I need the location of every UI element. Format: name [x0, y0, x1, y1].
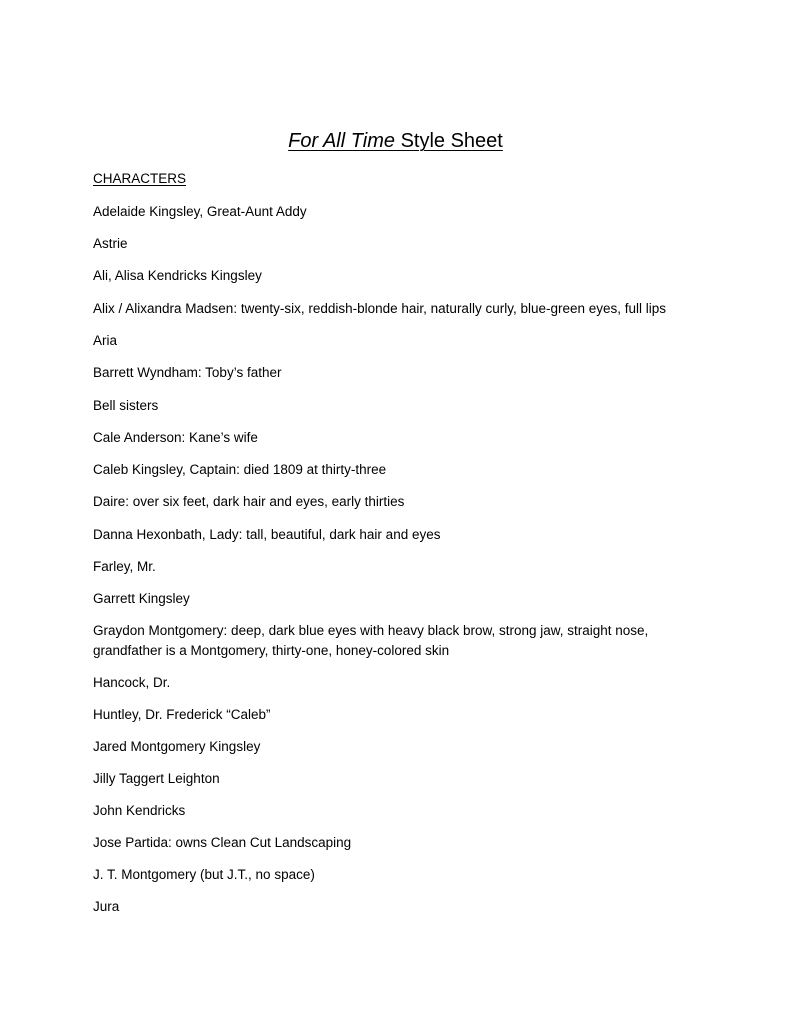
character-entry: Caleb Kingsley, Captain: died 1809 at thirty-three	[93, 462, 387, 477]
character-entry: Barrett Wyndham: Toby’s father	[93, 365, 282, 380]
character-entry: Bell sisters	[93, 398, 159, 413]
character-entry: Cale Anderson: Kane’s wife	[93, 430, 258, 445]
character-entry: Daire: over six feet, dark hair and eyes, early thirties	[93, 494, 405, 509]
character-entry-continuation: grandfather is a Montgomery, thirty-one, honey-colored skin	[93, 643, 450, 658]
character-entry: Jilly Taggert Leighton	[93, 771, 220, 786]
page-title	[0, 127, 791, 155]
title-suffix: Style Sheet	[395, 130, 503, 152]
title-book-name: For All Time	[288, 130, 396, 152]
character-entry: John Kendricks	[93, 803, 186, 818]
character-entry: Huntley, Dr. Frederick “Caleb”	[93, 707, 271, 722]
character-entry: Graydon Montgomery: deep, dark blue eyes with heavy black brow, strong jaw, straight nose,	[93, 623, 649, 638]
character-entry: J. T. Montgomery (but J.T., no space)	[93, 867, 315, 882]
character-entry: Alix / Alixandra Madsen: twenty-six, reddish-blonde hair, naturally curly, blue-green eyes, full lips	[93, 301, 667, 316]
character-entry: Jose Partida: owns Clean Cut Landscaping	[93, 835, 352, 850]
character-entry: Garrett Kingsley	[93, 591, 190, 606]
section-heading-characters: CHARACTERS	[93, 171, 187, 186]
character-entry: Astrie	[93, 236, 128, 251]
character-entry: Danna Hexonbath, Lady: tall, beautiful, dark hair and eyes	[93, 527, 441, 542]
character-entry: Jura	[93, 899, 120, 914]
character-entry: Ali, Alisa Kendricks Kingsley	[93, 268, 262, 283]
character-entry: Farley, Mr.	[93, 559, 156, 574]
character-entry: Aria	[93, 333, 118, 348]
character-entry: Hancock, Dr.	[93, 675, 171, 690]
character-entry: Adelaide Kingsley, Great-Aunt Addy	[93, 204, 307, 219]
character-entry: Jared Montgomery Kingsley	[93, 739, 261, 754]
